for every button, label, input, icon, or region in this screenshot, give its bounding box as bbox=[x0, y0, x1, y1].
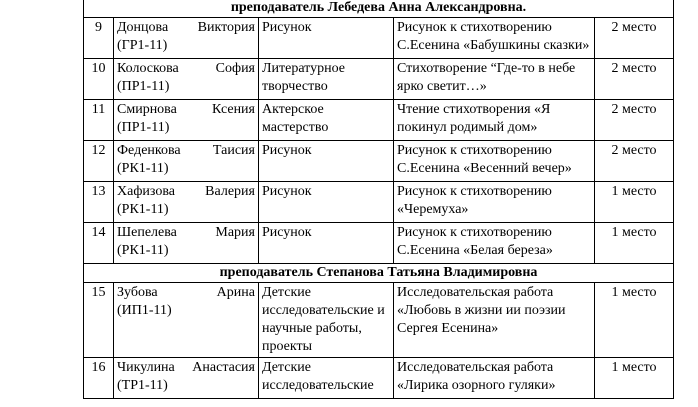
place-cell: 2 место bbox=[595, 59, 674, 100]
student-cell bbox=[114, 100, 259, 141]
category-cell: Рисунок bbox=[259, 141, 394, 182]
table-row bbox=[84, 182, 674, 223]
row-number: 14 bbox=[84, 223, 114, 264]
student-group: (ГР1-11) bbox=[117, 38, 168, 53]
place-cell: 1 место bbox=[595, 223, 674, 264]
place-cell: 1 место bbox=[595, 358, 674, 399]
student-cell bbox=[114, 182, 259, 223]
category-cell: Рисунок bbox=[259, 18, 394, 59]
teacher-header: преподаватель Лебедева Анна Александровна. bbox=[84, 0, 674, 18]
place-cell: 2 место bbox=[595, 100, 674, 141]
table-row bbox=[84, 358, 674, 399]
category-cell: Детские исследовательские и научные работы, проекты bbox=[259, 283, 394, 358]
place-cell: 2 место bbox=[595, 18, 674, 59]
student-group: (РК1-11) bbox=[117, 161, 169, 176]
work-cell: Стихотворение “Где-то в небе ярко светит…» bbox=[394, 59, 595, 100]
student-group: (РК1-11) bbox=[117, 243, 169, 258]
row-number: 12 bbox=[84, 141, 114, 182]
table-row bbox=[84, 59, 674, 100]
section-header-row bbox=[84, 264, 674, 283]
table-row bbox=[84, 18, 674, 59]
category-cell: Рисунок bbox=[259, 223, 394, 264]
student-cell bbox=[114, 283, 259, 358]
table-row bbox=[84, 100, 674, 141]
row-number: 11 bbox=[84, 100, 114, 141]
student-name: Смирнова Ксения bbox=[117, 102, 255, 117]
student-name: Шепелева Мария bbox=[117, 225, 255, 240]
student-cell bbox=[114, 358, 259, 399]
student-cell bbox=[114, 223, 259, 264]
student-name: Колоскова София bbox=[117, 61, 255, 76]
work-cell: Рисунок к стихотворению «Черемуха» bbox=[394, 182, 595, 223]
row-number: 16 bbox=[84, 358, 114, 399]
student-group: (ПР1-11) bbox=[117, 79, 170, 94]
work-cell: Рисунок к стихотворению С.Есенина «Белая береза» bbox=[394, 223, 595, 264]
student-cell bbox=[114, 141, 259, 182]
place-cell: 1 место bbox=[595, 283, 674, 358]
category-cell: Актерское мастерство bbox=[259, 100, 394, 141]
student-name: Феденкова Таисия bbox=[117, 143, 255, 158]
place-cell: 2 место bbox=[595, 141, 674, 182]
row-number: 13 bbox=[84, 182, 114, 223]
table-row bbox=[84, 223, 674, 264]
student-cell bbox=[114, 18, 259, 59]
student-name: Донцова Виктория bbox=[117, 20, 255, 35]
table-row bbox=[84, 283, 674, 358]
work-cell: Исследовательская работа «Лирика озорного гуляки» bbox=[394, 358, 595, 399]
results-document bbox=[83, 0, 673, 399]
student-group: (ПР1-11) bbox=[117, 120, 170, 135]
work-cell: Чтение стихотворения «Я покинул родимый дом» bbox=[394, 100, 595, 141]
teacher-header: преподаватель Степанова Татьяна Владимировна bbox=[84, 264, 674, 283]
table-row bbox=[84, 141, 674, 182]
category-cell: Литературное творчество bbox=[259, 59, 394, 100]
student-name: Чикулина Анастасия bbox=[117, 360, 255, 375]
student-name: Зубова Арина bbox=[117, 285, 255, 300]
student-group: (ТР1-11) bbox=[117, 378, 168, 393]
row-number: 9 bbox=[84, 18, 114, 59]
work-cell: Рисунок к стихотворению С.Есенина «Весенний вечер» bbox=[394, 141, 595, 182]
work-cell: Исследовательская работа «Любовь в жизни ии поэзии Сергея Есенина» bbox=[394, 283, 595, 358]
place-cell: 1 место bbox=[595, 182, 674, 223]
section-header-row bbox=[84, 0, 674, 18]
student-name: Хафизова Валерия bbox=[117, 184, 255, 199]
category-cell: Рисунок bbox=[259, 182, 394, 223]
student-group: (ИП1-11) bbox=[117, 303, 172, 318]
row-number: 10 bbox=[84, 59, 114, 100]
student-group: (РК1-11) bbox=[117, 202, 169, 217]
student-cell bbox=[114, 59, 259, 100]
row-number: 15 bbox=[84, 283, 114, 358]
category-cell: Детские исследовательские bbox=[259, 358, 394, 399]
work-cell: Рисунок к стихотворению С.Есенина «Бабушкины сказки» bbox=[394, 18, 595, 59]
results-table bbox=[83, 0, 674, 399]
